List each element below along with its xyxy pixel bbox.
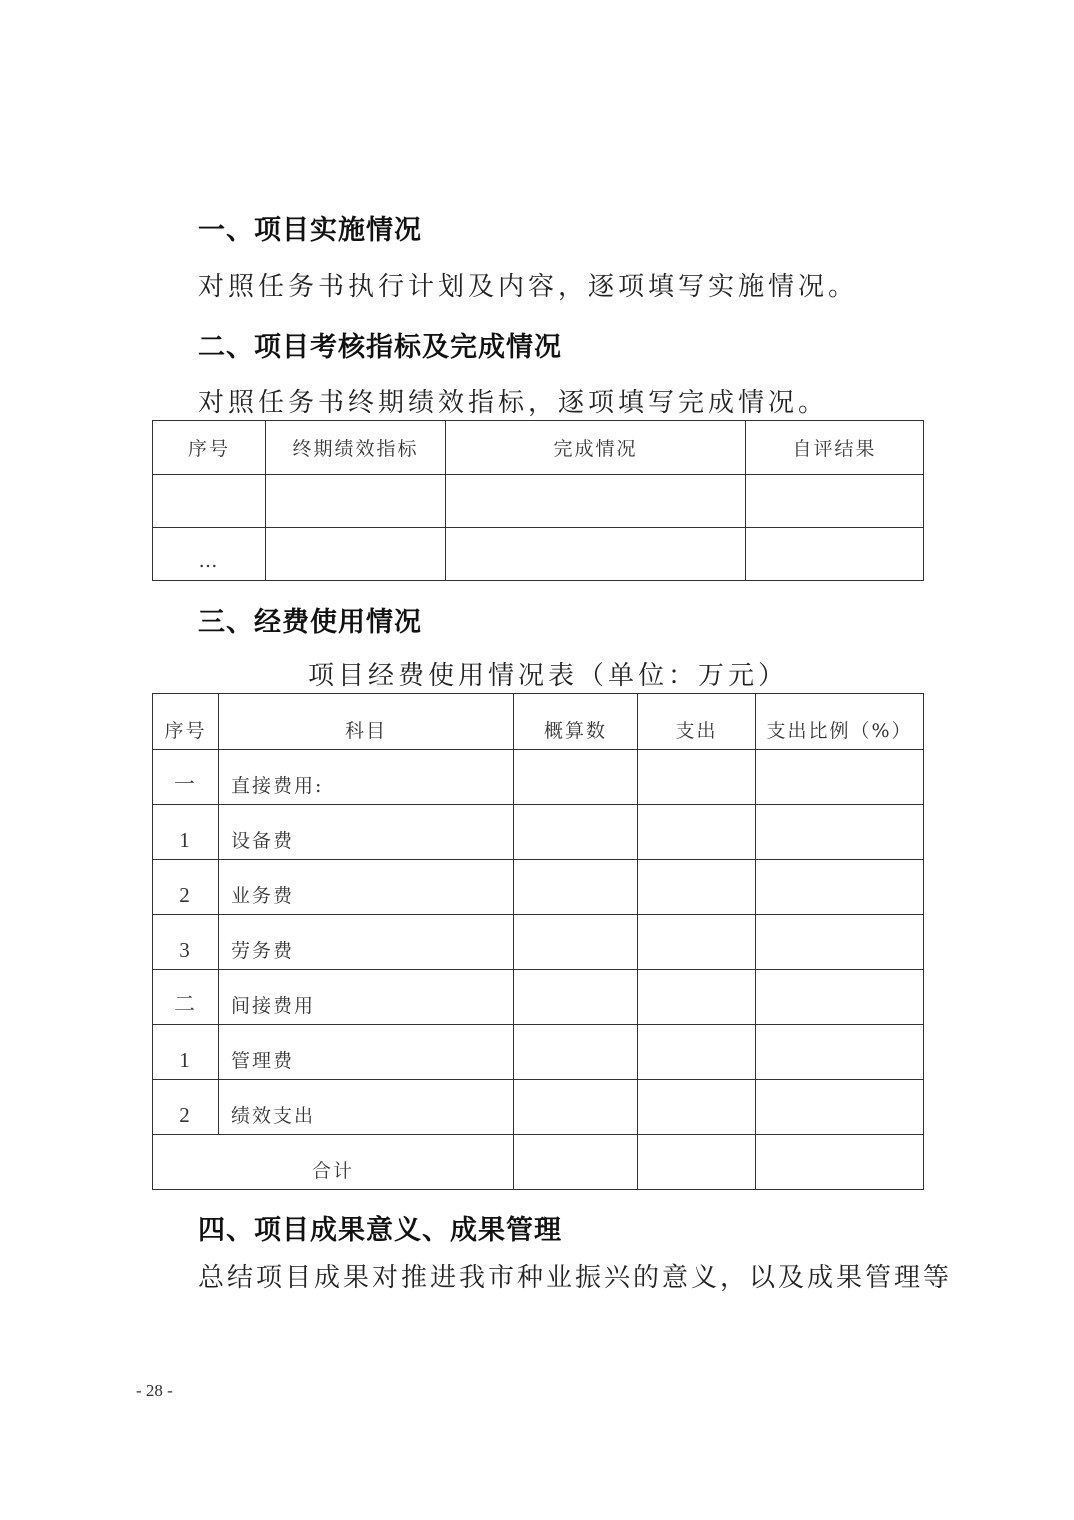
section-4-text: 总结项目成果对推进我市种业振兴的意义，以及成果管理等	[198, 1263, 953, 1293]
row-subject: 间接费用	[219, 970, 514, 1025]
cell[interactable]	[446, 528, 746, 581]
row-index: 2	[153, 1080, 219, 1135]
table-row	[153, 970, 924, 1025]
ratio-cell[interactable]	[756, 1080, 924, 1135]
table-row	[153, 475, 924, 528]
row-index: 二	[153, 970, 219, 1025]
total-label: 合计	[153, 1135, 514, 1190]
header-indicator: 终期绩效指标	[266, 421, 446, 475]
ratio-cell[interactable]	[756, 915, 924, 970]
total-expense-cell[interactable]	[638, 1135, 756, 1190]
cell[interactable]	[746, 475, 924, 528]
indicator-table	[152, 420, 924, 581]
row-index: 3	[153, 915, 219, 970]
row-subject: 绩效支出	[219, 1080, 514, 1135]
row-subject: 管理费	[219, 1025, 514, 1080]
budget-cell[interactable]	[514, 970, 638, 1025]
row-index: 1	[153, 1025, 219, 1080]
indicator-header-row	[153, 421, 924, 475]
section-2-heading: 二、项目考核指标及完成情况	[198, 332, 562, 363]
header-index: 序号	[153, 694, 219, 750]
row-subject: 劳务费	[219, 915, 514, 970]
table-row	[153, 805, 924, 860]
expense-cell[interactable]	[638, 750, 756, 805]
section-3-heading: 三、经费使用情况	[198, 607, 422, 638]
total-row	[153, 1135, 924, 1190]
budget-cell[interactable]	[514, 860, 638, 915]
expense-cell[interactable]	[638, 970, 756, 1025]
section-1-text: 对照任务书执行计划及内容，逐项填写实施情况。	[198, 272, 859, 302]
table-row	[153, 860, 924, 915]
row-subject: 设备费	[219, 805, 514, 860]
budget-header-row	[153, 694, 924, 750]
row-index: 一	[153, 750, 219, 805]
cell[interactable]	[446, 475, 746, 528]
ratio-cell[interactable]	[756, 860, 924, 915]
ratio-cell[interactable]	[756, 805, 924, 860]
header-expense-ratio: 支出比例（%）	[756, 694, 924, 750]
cell[interactable]	[746, 528, 924, 581]
expense-cell[interactable]	[638, 1025, 756, 1080]
expense-cell[interactable]	[638, 860, 756, 915]
cell[interactable]	[266, 528, 446, 581]
cell[interactable]	[153, 475, 266, 528]
ratio-cell[interactable]	[756, 1025, 924, 1080]
expense-cell[interactable]	[638, 915, 756, 970]
expense-cell[interactable]	[638, 1080, 756, 1135]
table-row	[153, 1025, 924, 1080]
ratio-cell[interactable]	[756, 750, 924, 805]
header-budget: 概算数	[514, 694, 638, 750]
row-index: 1	[153, 805, 219, 860]
table-row	[153, 750, 924, 805]
ratio-cell[interactable]	[756, 970, 924, 1025]
section-1-heading: 一、项目实施情况	[198, 215, 422, 246]
section-2-text: 对照任务书终期绩效指标，逐项填写完成情况。	[198, 388, 829, 418]
row-index: 2	[153, 860, 219, 915]
header-self-eval: 自评结果	[746, 421, 924, 475]
budget-table-caption: 项目经费使用情况表（单位：万元）	[308, 661, 789, 691]
header-index: 序号	[153, 421, 266, 475]
total-budget-cell[interactable]	[514, 1135, 638, 1190]
page-number: - 28 -	[136, 1381, 173, 1400]
header-expense: 支出	[638, 694, 756, 750]
budget-cell[interactable]	[514, 750, 638, 805]
expense-cell[interactable]	[638, 805, 756, 860]
row-subject: 业务费	[219, 860, 514, 915]
total-ratio-cell[interactable]	[756, 1135, 924, 1190]
row-subject: 直接费用:	[219, 750, 514, 805]
budget-cell[interactable]	[514, 915, 638, 970]
table-row	[153, 915, 924, 970]
budget-cell[interactable]	[514, 1080, 638, 1135]
cell[interactable]: …	[153, 528, 266, 581]
budget-cell[interactable]	[514, 805, 638, 860]
budget-cell[interactable]	[514, 1025, 638, 1080]
section-4-heading: 四、项目成果意义、成果管理	[198, 1215, 562, 1246]
header-subject: 科目	[219, 694, 514, 750]
table-row	[153, 1080, 924, 1135]
budget-table	[152, 693, 924, 1190]
cell[interactable]	[266, 475, 446, 528]
table-row	[153, 528, 924, 581]
header-completion: 完成情况	[446, 421, 746, 475]
